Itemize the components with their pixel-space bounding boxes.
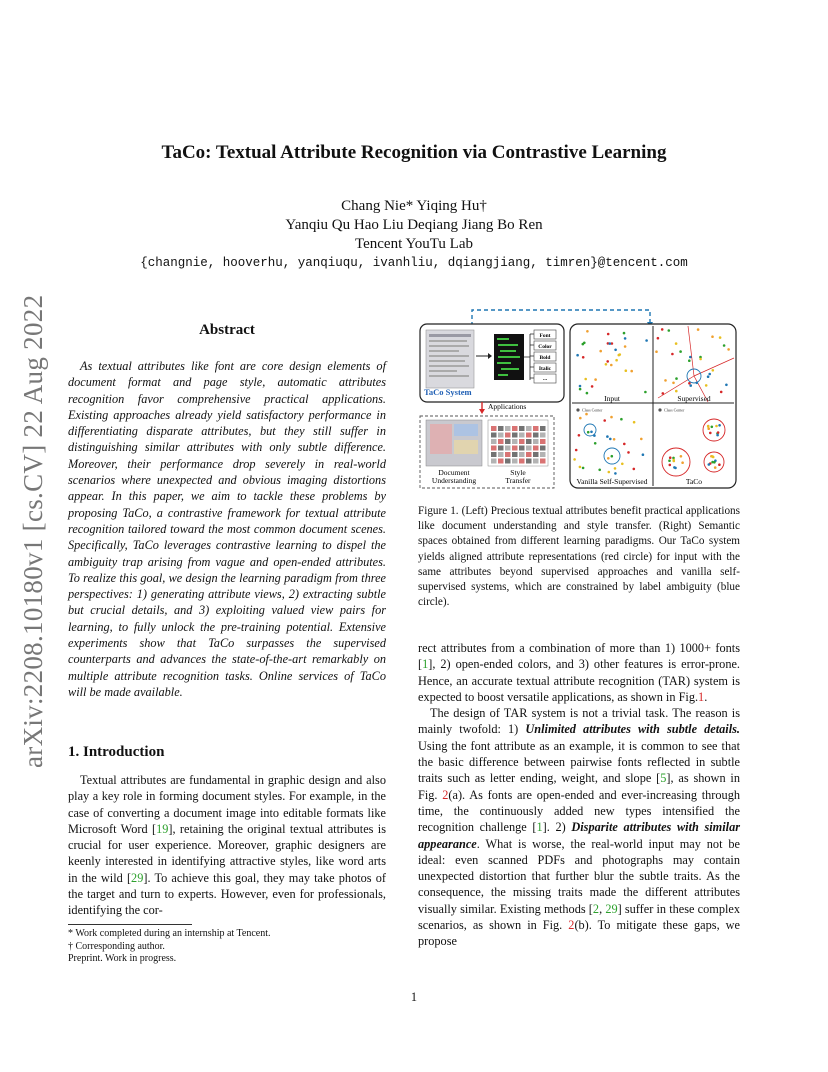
grid-cell [505,459,511,464]
scatter-dot [607,457,610,460]
grid-cell [519,452,525,457]
grid-cell [533,452,539,457]
scatter-dot [661,328,664,331]
paragraph: rect attributes from a combination of more than 1) 1000+ fonts [1], 2) open-ended colors, and 3) other features is error-prone. Hence, an accurate textual attribute recognition (TAR) system is expected to boost versatile applications, as shown in Fig.1. [418,641,740,704]
figure-reference-link[interactable]: 2 [442,787,449,802]
label-taco: TaCo [685,477,703,486]
scatter-dot [625,369,628,372]
grid-cell [498,459,504,464]
paper-title: TaCo: Textual Attribute Recognition via Contrastive Learning [161,142,667,163]
scatter-dot [627,451,630,454]
scatter-dot [718,463,721,466]
scatter-dot [614,472,617,475]
scatter-dot [715,425,718,428]
scatter-dot [640,438,643,441]
grid-cell [505,426,511,431]
grid-cell [540,439,546,444]
scatter-dot [586,392,589,395]
introduction-heading: 1. Introduction [68,744,165,760]
scatter-dot [671,353,674,356]
scatter-dot [608,471,611,474]
scatter-dot [614,349,617,352]
scatter-dot [586,330,589,333]
affiliation: Tencent YouTu Lab [355,236,473,252]
grid-cell [540,452,546,457]
grid-cell [512,452,518,457]
grid-cell [512,433,518,438]
grid-cell [519,439,525,444]
scatter-dot [657,337,660,340]
grid-cell [498,433,504,438]
scatter-dot [723,344,726,347]
scatter-dot [613,438,616,441]
citation-link[interactable]: 5 [660,771,667,786]
scatter-dot [594,378,597,381]
scatter-dot [707,425,710,428]
grid-cell [498,452,504,457]
scatter-dot [675,342,678,345]
document-thumbnail [426,330,474,388]
scatter-dot [716,434,719,437]
scatter-dot [644,391,647,394]
legend-class-center: Class Center [582,407,603,413]
abstract-heading: Abstract [199,322,255,338]
page-number: 1 [410,990,418,1004]
label-style: Style [510,468,526,477]
scatter-dot [673,466,676,469]
scatter-dot [688,359,691,362]
scatter-dot [712,456,715,459]
citation-link[interactable]: 19 [156,821,169,836]
scatter-dot [583,342,586,345]
grid-cell [519,433,525,438]
scatter-dot [624,345,627,348]
scatter-dot [718,424,721,427]
citation-link[interactable]: 2 [592,901,600,916]
label-supervised: Supervised [677,394,711,403]
scatter-dot [725,384,728,387]
scatter-dot [614,467,617,470]
grid-cell [491,426,497,431]
scatter-dot [579,385,582,388]
author-emails: {changnie, hooverhu, yanqiuqu, ivanhliu, dqiangjiang, timren}@tencent.com [140,256,688,270]
scatter-dot [587,431,590,434]
grid-cell [505,446,511,451]
scatter-dot [645,339,648,342]
scatter-dot [709,432,712,435]
scatter-dot [675,377,678,380]
scatter-dot [689,356,692,359]
figure-reference-link[interactable]: 2 [568,918,575,933]
scatter-dot [720,391,723,394]
figure-reference-link[interactable]: 1 [698,689,705,704]
grid-cell [526,439,532,444]
scatter-dot [609,438,612,441]
scatter-dot [582,467,585,470]
arxiv-stamp: arXiv:2208.10180v1 [cs.CV] 22 Aug 2022 [18,294,48,768]
grid-cell [491,433,497,438]
scatter-dot [655,350,658,353]
scatter-dot [688,382,691,385]
grid-cell [512,459,518,464]
scatter-dot [712,369,715,372]
scatter-dot [642,453,645,456]
scatter-dot [699,358,702,361]
grid-cell [491,459,497,464]
scatter-dot [664,379,667,382]
grid-cell [526,446,532,451]
grid-cell [491,446,497,451]
scatter-dot [623,443,626,446]
scatter-dot [621,463,624,466]
scatter-dot [662,392,665,395]
scatter-dot [579,388,582,391]
taco-system-label: TaCo System [424,387,472,397]
scatter-dot [578,434,581,437]
scatter-dot [606,360,609,363]
grid-cell [540,433,546,438]
scatter-dot [672,382,675,385]
grid-cell [498,426,504,431]
scatter-dot [582,356,585,359]
scatter-dot [579,417,582,420]
scatter-dot [669,456,672,459]
grid-cell [505,433,511,438]
scatter-dot [705,384,708,387]
grid-cell [533,433,539,438]
legend-class-center: Class Center [664,407,685,413]
scatter-dot [624,337,627,340]
scatter-dot [607,333,610,336]
citation-link[interactable]: 1 [536,820,543,835]
grid-cell [526,452,532,457]
label-more: ... [542,376,548,382]
footnote-corresponding: † Corresponding author. [68,940,165,952]
grid-cell [505,452,511,457]
grid-cell [505,439,511,444]
scatter-dot [579,466,582,469]
scatter-dot [598,469,601,472]
figure-1-caption: Figure 1. (Left) Precious textual attributes benefit practical applications like document understanding and style transfer. (Right) Semantic spaces obtained from different learning paradigms. Our TaCo system yields aligned attribute representations (red circle) for input with the same attributes beyond supervised approaches and vanilla self-supervised systems, which are constrained by label ambiguity (blue circle). [418,505,740,609]
scatter-dot [606,435,609,438]
scatter-dot [672,459,675,462]
scatter-dot [727,348,730,351]
scatter-dot [697,328,700,331]
citation-link[interactable]: 29 [605,901,618,916]
scatter-dot [707,427,710,430]
style-transfer-grid [488,420,548,466]
label-bold: Bold [539,355,551,361]
scatter-dot [615,359,618,362]
scatter-dot [609,342,612,345]
grid-cell [526,426,532,431]
scatter-dot [603,419,606,422]
grid-cell [491,452,497,457]
scatter-dot [605,363,608,366]
introduction-paragraph: Textual attributes are fundamental in graphic design and also play a key role in forming document styles. For example, in the case of converting a document image into editable formats like Microsoft Word [19], retaining the original textual attributes is crucial for user experience. Moreover, graphic designers are keenly interested in identifying attractive styles, like word arts in the wild [29]. To achieve this goal, they may take photos of the target and turn to experts. However, even for professionals, identifying the cor- [68,773,386,918]
grid-cell [519,446,525,451]
footnotes [68,928,386,966]
scatter-dot [594,442,597,445]
figure-1 [418,306,740,492]
scatter-dot [610,416,613,419]
scatter-dot [611,455,614,458]
label-color: Color [538,344,552,350]
scatter-dot [689,384,692,387]
scatter-dot [696,382,699,385]
label-vanilla: Vanilla Self-Supervised [576,477,648,486]
scatter-dot [573,458,576,461]
scatter-dot [599,350,602,353]
scatter-dot [668,329,671,332]
scatter-dot [713,461,716,464]
scatter-dot [619,353,622,356]
grid-cell [498,446,504,451]
grid-cell [512,426,518,431]
label-font: Font [539,333,551,339]
grid-cell [498,439,504,444]
scatter-dot [707,375,710,378]
scatter-dot [669,464,672,467]
scatter-dot [633,421,636,424]
scatter-dot [668,459,671,462]
scatter-dot [633,468,636,471]
footnote-divider [68,924,192,925]
scatter-dot [630,370,633,373]
grid-cell [540,446,546,451]
author-line-2: Yanqiu Qu Hao Liu Deqiang Jiang Bo Ren [285,217,543,233]
scatter-dot [593,434,596,437]
scatter-dot [591,385,594,388]
grid-cell [519,426,525,431]
applications-label: Applications [488,402,527,411]
scatter-dot [584,378,587,381]
scatter-dot [623,332,626,335]
grid-cell [533,426,539,431]
footnote-internship: * Work completed during an internship at Tencent. [68,928,271,939]
paragraph: The design of TAR system is not a trivial task. The reason is mainly twofold: 1) Unlimited attributes with subtle details. Using the font attribute as an example, it is common to see that the basic difference between pairwise fonts reflected in subtle traits such as letter ending, weight, and slope [5], as shown in Fig. 2(a). As fonts are open-ended and ever-increasing through time, the continuously added new types intensified the recognition challenge [1]. 2) Disparite attributes with similar appearance. What is worse, the real-world input may not be ideal: even scanned PDFs and photographs may contain unexpected distortion that further blur the subtle traits. As the consequence, the missing traits made the different attributes visually similar. Existing methods [2, 29] suffer in these complex scenarios, as shown in Fig. 2(b). To mitigate these gaps, we propose [418,706,741,949]
grid-cell [512,446,518,451]
grid-cell [533,439,539,444]
grid-cell [526,459,532,464]
grid-cell [526,433,532,438]
right-column-text [418,640,740,950]
scatter-dot [708,463,711,466]
footnote-preprint: Preprint. Work in progress. [68,953,177,965]
grid-cell [519,459,525,464]
scatter-dot [590,431,593,434]
label-transfer: Transfer [505,476,531,485]
scatter-dot [711,335,714,338]
label-understanding: Understanding [431,476,477,485]
scatter-dot [575,449,578,452]
abstract-text: As textual attributes like font are core design elements of document format and page style, automatic attributes recognition favor comprehensive practical applications. Existing approaches already yield satisfactory performance in differentiating disparate attributes, but they still suffer in distinguishing similar attributes with only subtle difference. Moreover, their performance drop severely in real-world scenarios where unexpected and obvious imaging distortions appear. In this paper, we aim to tackle these problems by proposing TaCo, a contrastive framework for textual attribute recognition tailored toward the most common document scenes. Specifically, TaCo leverages contrastive learning to dispel the ambiguity trap arising from vague and open-ended attributes. To realize this goal, we design the learning paradigm from three perspectives: 1) generating attribute views, 2) extracting subtle but crucial details, and 3) exploiting valued view pairs for learning, to fully unlock the pre-training potential. Extensive experiments show that TaCo surpasses the supervised counterparts and advances the state-of-the-art remarkably on multiple attribute recognition tasks. Online services of TaCo will be made available. [68,359,386,699]
label-input: Input [604,394,620,403]
grid-cell [491,439,497,444]
scatter-dot [679,350,682,353]
citation-link[interactable]: 1 [422,657,429,672]
label-document: Document [438,468,470,477]
scatter-dot [711,426,714,429]
grid-cell [512,439,518,444]
scatter-dot [576,354,579,357]
scatter-dot [719,336,722,339]
label-italic: Italic [538,366,552,372]
scatter-dot [680,455,683,458]
author-line-1: Chang Nie* Yiqing Hu† [341,198,487,214]
citation-link[interactable]: 29 [131,870,144,885]
grid-cell [540,426,546,431]
scatter-dot [585,413,588,416]
grid-cell [533,446,539,451]
scatter-dot [714,466,717,469]
arrow-down-icon [479,409,485,414]
scatter-dot [675,390,678,393]
scatter-dot [681,461,684,464]
scatter-dot [620,418,623,421]
grid-cell [533,459,539,464]
scatter-dot [717,431,720,434]
scatter-dot [610,364,613,367]
grid-cell [540,459,546,464]
scatter-dot [708,373,711,376]
